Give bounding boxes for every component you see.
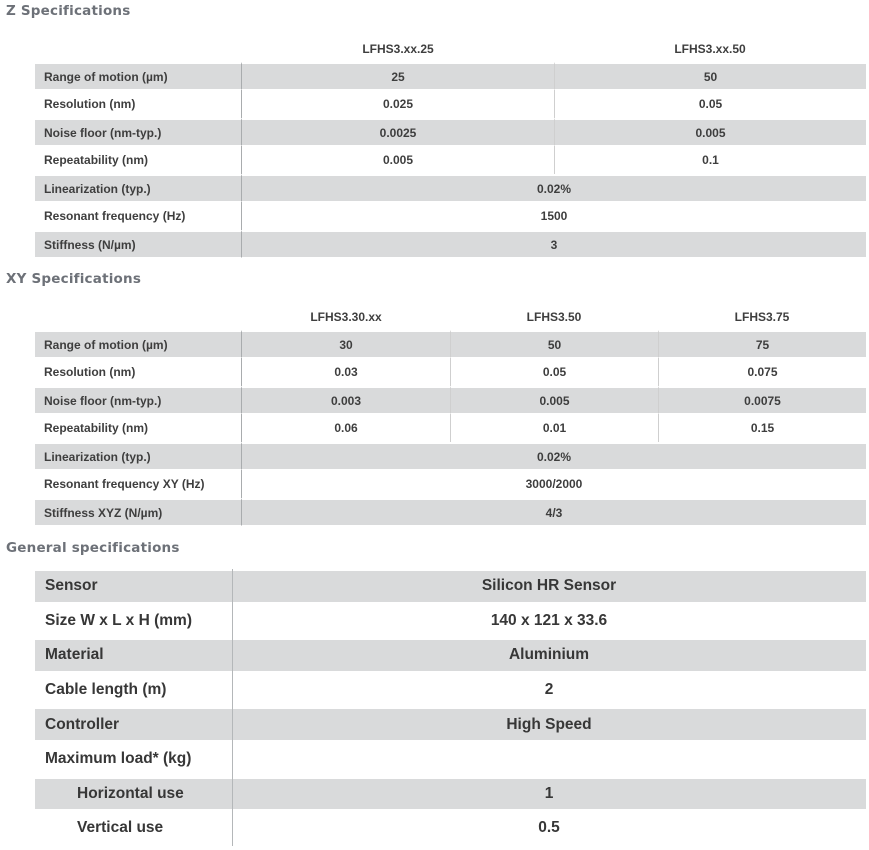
column-header-row [35, 304, 866, 330]
spec-value: 0.075 [658, 358, 866, 386]
spec-row-label: Noise floor (nm-typ.) [35, 118, 242, 146]
spec-value: 50 [554, 62, 866, 90]
spec-value: 0.003 [242, 386, 450, 414]
general-row-value: High Speed [232, 707, 866, 742]
spec-row-label: Linearization (typ.) [35, 442, 242, 470]
spec-value: 30 [242, 330, 450, 358]
spec-row-label: Range of motion (µm) [35, 330, 242, 358]
spec-value: 0.01 [450, 414, 658, 442]
general-row-label: Maximum load* (kg) [45, 750, 192, 768]
spec-row [35, 90, 866, 118]
general-spec-row [35, 777, 866, 812]
spec-value: 0.005 [450, 386, 658, 414]
spec-row-label: Resolution (nm) [35, 358, 242, 386]
spec-value: 0.06 [334, 421, 358, 435]
general-row-value: Aluminium [232, 638, 866, 673]
column-header-row [35, 36, 866, 62]
spec-row-label: Stiffness (N/µm) [35, 230, 242, 258]
general-row-label: Vertical use [77, 819, 164, 837]
general-row-value [232, 742, 866, 777]
spec-value-merged: 1500 [540, 209, 568, 223]
spec-value-merged: 3 [242, 230, 866, 258]
general-spec-row [35, 707, 866, 742]
spec-row-label: Repeatability (nm) [35, 414, 242, 442]
spec-value-merged: 3000/2000 [525, 477, 583, 491]
spec-row [35, 498, 866, 526]
general-row-value: 2 [544, 681, 554, 699]
corner-cell [35, 36, 242, 62]
spec-row [35, 174, 866, 202]
xy-spec-table [35, 304, 866, 526]
general-row-label: Material [35, 638, 232, 673]
spec-row [35, 230, 866, 258]
spec-value: 25 [242, 62, 554, 90]
general-spec-row [35, 569, 866, 604]
general-row-value: 0.5 [538, 819, 560, 837]
general-spec-row [35, 638, 866, 673]
general-specifications-section [0, 541, 869, 846]
spec-value: 0.0075 [658, 386, 866, 414]
model-column-header: LFHS3.50 [450, 304, 658, 330]
xy-specifications-title: XY Specifications [6, 271, 142, 287]
z-specifications-title: Z Specifications [6, 3, 131, 19]
general-row-label: Sensor [35, 569, 232, 604]
xy-specifications-section [0, 272, 869, 526]
spec-value-merged: 0.02% [242, 174, 866, 202]
model-column-header: LFHS3.xx.25 [242, 36, 554, 62]
general-row-value: Silicon HR Sensor [232, 569, 866, 604]
spec-row-label: Repeatability (nm) [35, 146, 242, 174]
spec-value: 0.05 [554, 90, 866, 118]
spec-row [35, 202, 866, 230]
model-column-header: LFHS3.30.xx [242, 304, 450, 330]
spec-row [35, 330, 866, 358]
spec-value: 0.0025 [242, 118, 554, 146]
spec-row-label: Resolution (nm) [35, 90, 242, 118]
spec-row [35, 386, 866, 414]
general-row-label: Size W x L x H (mm) [45, 611, 192, 629]
spec-value: 0.005 [382, 153, 414, 167]
spec-value: 50 [450, 330, 658, 358]
spec-row [35, 470, 866, 498]
spec-value-merged: 4/3 [242, 498, 866, 526]
general-spec-table [35, 569, 866, 846]
column-divider-line [232, 569, 233, 846]
corner-cell [35, 304, 242, 330]
spec-value: 75 [658, 330, 866, 358]
general-row-value: 140 x 121 x 33.6 [490, 611, 608, 629]
model-column-header: LFHS3.xx.50 [554, 36, 866, 62]
general-spec-row [35, 673, 866, 708]
general-row-label: Controller [35, 707, 232, 742]
spec-row-label: Resonant frequency XY (Hz) [35, 470, 242, 498]
spec-row [35, 118, 866, 146]
spec-row [35, 62, 866, 90]
spec-row-label: Stiffness XYZ (N/µm) [35, 498, 242, 526]
z-spec-table [35, 36, 866, 258]
spec-value: 0.005 [554, 118, 866, 146]
general-spec-row [35, 742, 866, 777]
general-specifications-title: General specifications [6, 540, 180, 556]
general-spec-row [35, 604, 866, 639]
spec-row [35, 146, 866, 174]
spec-value: 0.025 [382, 97, 414, 111]
spec-value-merged: 0.02% [242, 442, 866, 470]
spec-row [35, 358, 866, 386]
spec-value: 0.1 [554, 146, 866, 174]
spec-row-label: Noise floor (nm-typ.) [35, 386, 242, 414]
z-specifications-section [0, 4, 869, 258]
general-row-label: Cable length (m) [45, 681, 167, 699]
model-column-header: LFHS3.75 [658, 304, 866, 330]
general-spec-row [35, 811, 866, 846]
spec-row [35, 442, 866, 470]
spec-row-label: Range of motion (µm) [35, 62, 242, 90]
general-row-label: Horizontal use [35, 777, 232, 812]
spec-value: 0.03 [334, 365, 358, 379]
general-row-value: 1 [232, 777, 866, 812]
general-spec-table-wrap [35, 569, 866, 846]
spec-value: 0.05 [450, 358, 658, 386]
spec-row [35, 414, 866, 442]
spec-value: 0.15 [658, 414, 866, 442]
spec-row-label: Resonant frequency (Hz) [35, 202, 242, 230]
spec-row-label: Linearization (typ.) [35, 174, 242, 202]
